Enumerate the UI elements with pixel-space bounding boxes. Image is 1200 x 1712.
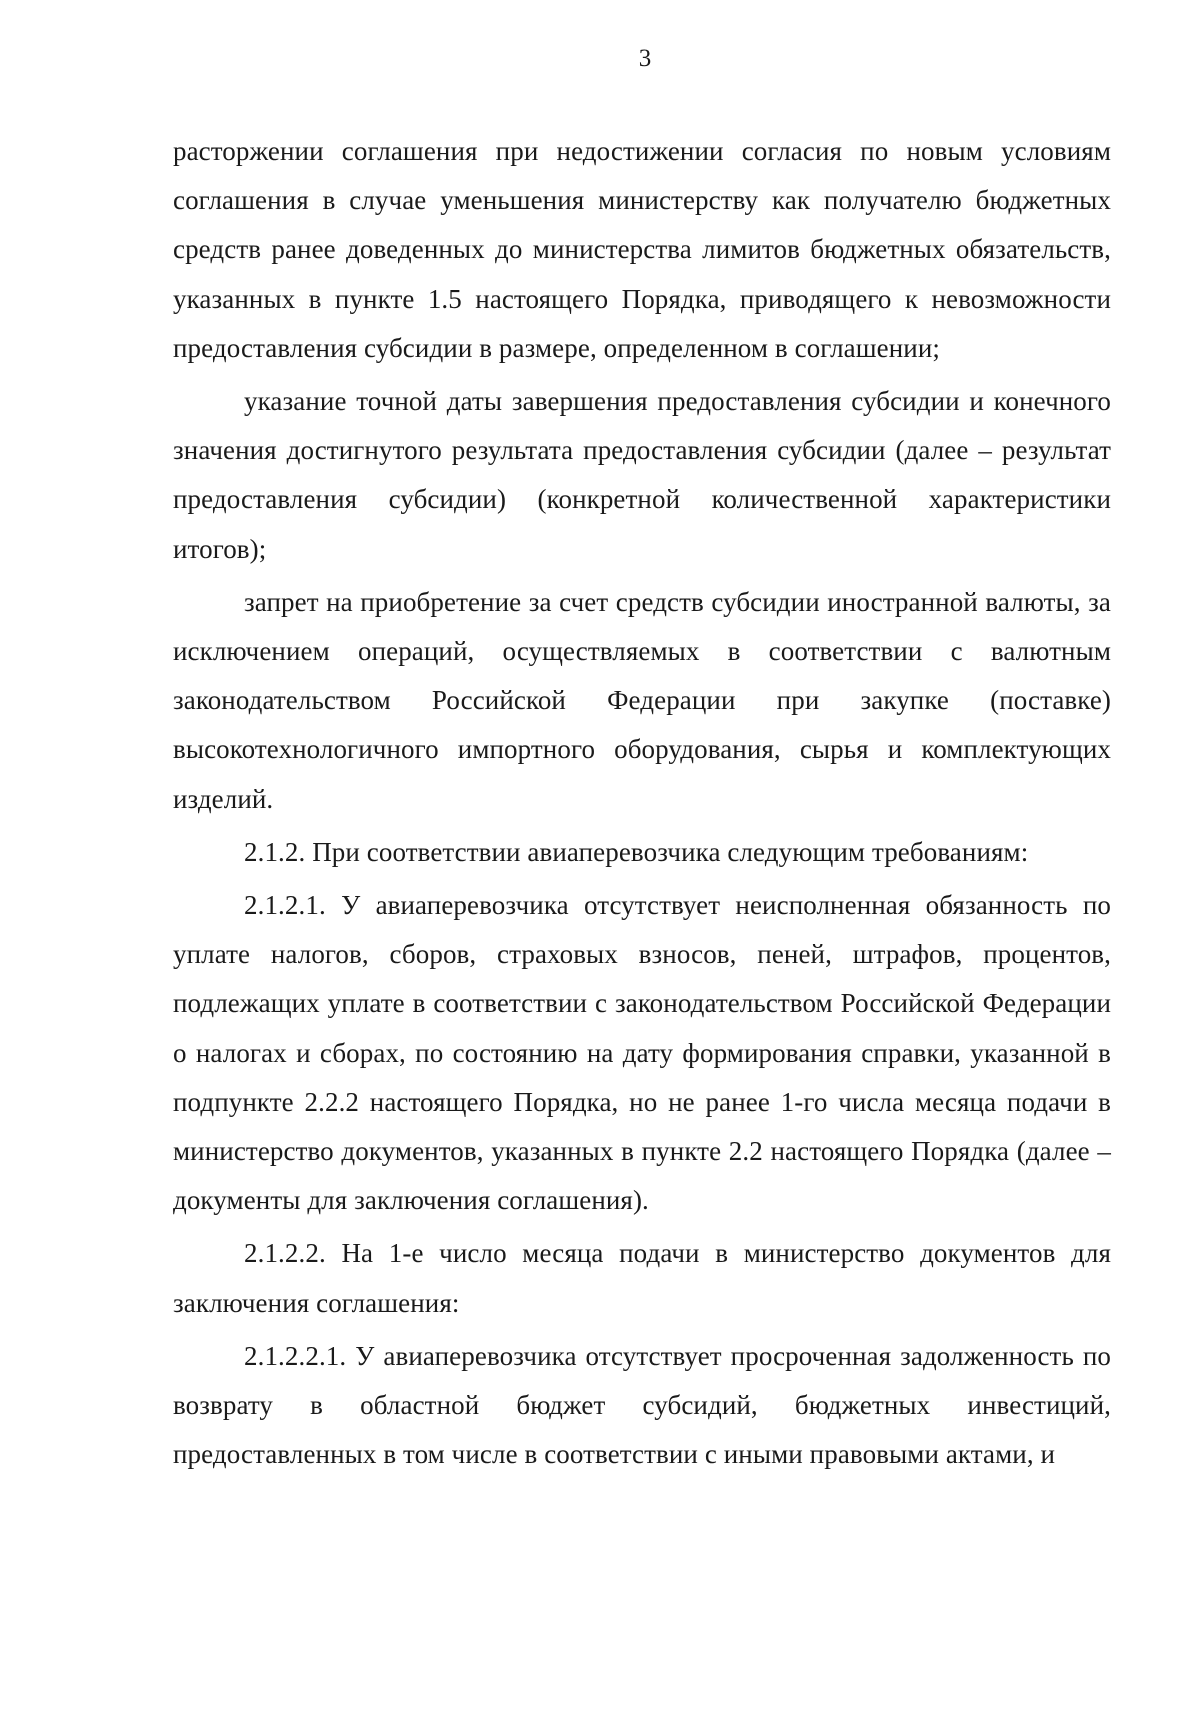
paragraph-6: 2.1.2.2. На 1-е число месяца подачи в министерство документов для заключения соглашения: bbox=[173, 1238, 1111, 1318]
paragraph-2: указание точной даты завершения предоставления субсидии и конечного значения достигнутого результата предоставления субсидии (далее – результат предоставления субсидии) (конкретной количественной характеристики итогов); bbox=[173, 386, 1111, 564]
document-body bbox=[173, 127, 1111, 1479]
paragraph-3: запрет на приобретение за счет средств субсидии иностранной валюты, за исключением операций, осуществляемых в соответствии с валютным законодательством Российской Федерации при закупке (поставке) высокотехнологичного импортного оборудования, сырья и комплектующих изделий. bbox=[173, 586, 1111, 814]
page-number: 3 bbox=[638, 45, 652, 72]
paragraph-7: 2.1.2.2.1. У авиаперевозчика отсутствует просроченная задолженность по возврату в областной бюджет субсидий, бюджетных инвестиций, предоставленных в том числе в соответствии с иными правовыми актами, и bbox=[173, 1340, 1111, 1470]
paragraph-4: 2.1.2. При соответствии авиаперевозчика следующим требованиям: bbox=[244, 836, 1029, 867]
paragraph-5: 2.1.2.1. У авиаперевозчика отсутствует неисполненная обязанность по уплате налогов, сборов, страховых взносов, пеней, штрафов, процентов, подлежащих уплате в соответствии с законодательством Российской Федерации о налогах и сборах, по состоянию на дату формирования справки, указанной в подпункте 2.2.2 настоящего Порядка, но не ранее 1-го числа месяца подачи в министерство документов, указанных в пункте 2.2 настоящего Порядка (далее – документы для заключения соглашения). bbox=[173, 890, 1111, 1216]
paragraph-1: расторжении соглашения при недостижении согласия по новым условиям соглашения в случае уменьшения министерству как получателю бюджетных средств ранее доведенных до министерства лимитов бюджетных обязательств, указанных в пункте 1.5 настоящего Порядка, приводящего к невозможности предоставления субсидии в размере, определенном в соглашении; bbox=[173, 136, 1111, 363]
